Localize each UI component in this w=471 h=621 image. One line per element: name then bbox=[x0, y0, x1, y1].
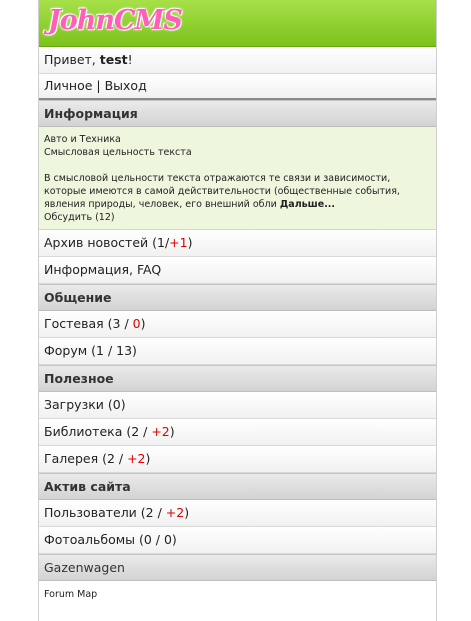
news-body bbox=[44, 172, 431, 211]
gallery-new-count: +2 bbox=[127, 451, 146, 466]
section-social: Общение bbox=[39, 284, 436, 311]
menu-library[interactable] bbox=[39, 419, 436, 446]
section-useful: Полезное bbox=[39, 365, 436, 392]
library-label: Библиотека (2 / bbox=[44, 424, 152, 439]
guestbook-new-count: 0 bbox=[132, 316, 141, 331]
section-custom: Gazenwagen bbox=[39, 554, 436, 581]
gallery-label: Галерея (2 / bbox=[44, 451, 128, 466]
library-tail: ) bbox=[169, 424, 175, 439]
greeting-suffix: ! bbox=[127, 52, 133, 67]
news-archive-label: Архив новостей (1/ bbox=[44, 235, 170, 250]
section-activity: Актив сайта bbox=[39, 473, 436, 500]
menu-faq[interactable] bbox=[39, 257, 436, 284]
users-new-count: +2 bbox=[165, 505, 185, 520]
logout-link[interactable]: Выход bbox=[104, 78, 147, 93]
site-header bbox=[39, 0, 436, 47]
albums-label: Фотоальбомы (0 / 0) bbox=[44, 532, 177, 547]
greeting-row bbox=[39, 47, 436, 74]
news-block bbox=[39, 127, 436, 230]
guestbook-label: Гостевая (3 / bbox=[44, 316, 133, 331]
menu-downloads[interactable] bbox=[39, 392, 436, 419]
gallery-tail: ) bbox=[145, 451, 151, 466]
faq-label: Информация, FAQ bbox=[44, 262, 162, 277]
menu-forum[interactable] bbox=[39, 338, 436, 365]
guestbook-tail: ) bbox=[140, 316, 146, 331]
site-logo[interactable]: JohnCMS bbox=[48, 5, 182, 36]
menu-gallery[interactable] bbox=[39, 446, 436, 473]
library-new-count: +2 bbox=[151, 424, 170, 439]
forum-map-link[interactable]: Forum Map bbox=[44, 589, 98, 600]
menu-guestbook[interactable] bbox=[39, 311, 436, 338]
news-title: Смысловая цельность текста bbox=[44, 147, 192, 158]
user-links-row bbox=[39, 74, 436, 100]
news-discuss-link[interactable]: Обсудить (12) bbox=[44, 212, 115, 223]
menu-albums[interactable] bbox=[39, 527, 436, 554]
menu-users[interactable] bbox=[39, 500, 436, 527]
news-more-link[interactable]: Дальше... bbox=[279, 199, 336, 210]
greeting-prefix: Привет, bbox=[44, 52, 100, 67]
personal-link[interactable]: Личное bbox=[44, 78, 93, 93]
users-tail: ) bbox=[184, 505, 190, 520]
user-links-separator: | bbox=[92, 78, 105, 93]
news-category: Авто и Техника bbox=[44, 134, 121, 145]
news-archive-tail: ) bbox=[187, 235, 193, 250]
section-info: Информация bbox=[39, 100, 436, 127]
menu-news-archive[interactable] bbox=[39, 230, 436, 257]
news-archive-new-count: +1 bbox=[169, 235, 188, 250]
downloads-label: Загрузки (0) bbox=[44, 397, 126, 412]
greeting-username: test bbox=[99, 52, 128, 67]
users-label: Пользователи (2 / bbox=[44, 505, 166, 520]
news-text: В смысловой цельности текста отражаются те связи и зависимости, которые имеются в самой действительности (общественные события, явления природы, человек, его внешний обли bbox=[44, 173, 400, 210]
page-container bbox=[38, 0, 437, 621]
forum-label: Форум (1 / 13) bbox=[44, 343, 137, 358]
